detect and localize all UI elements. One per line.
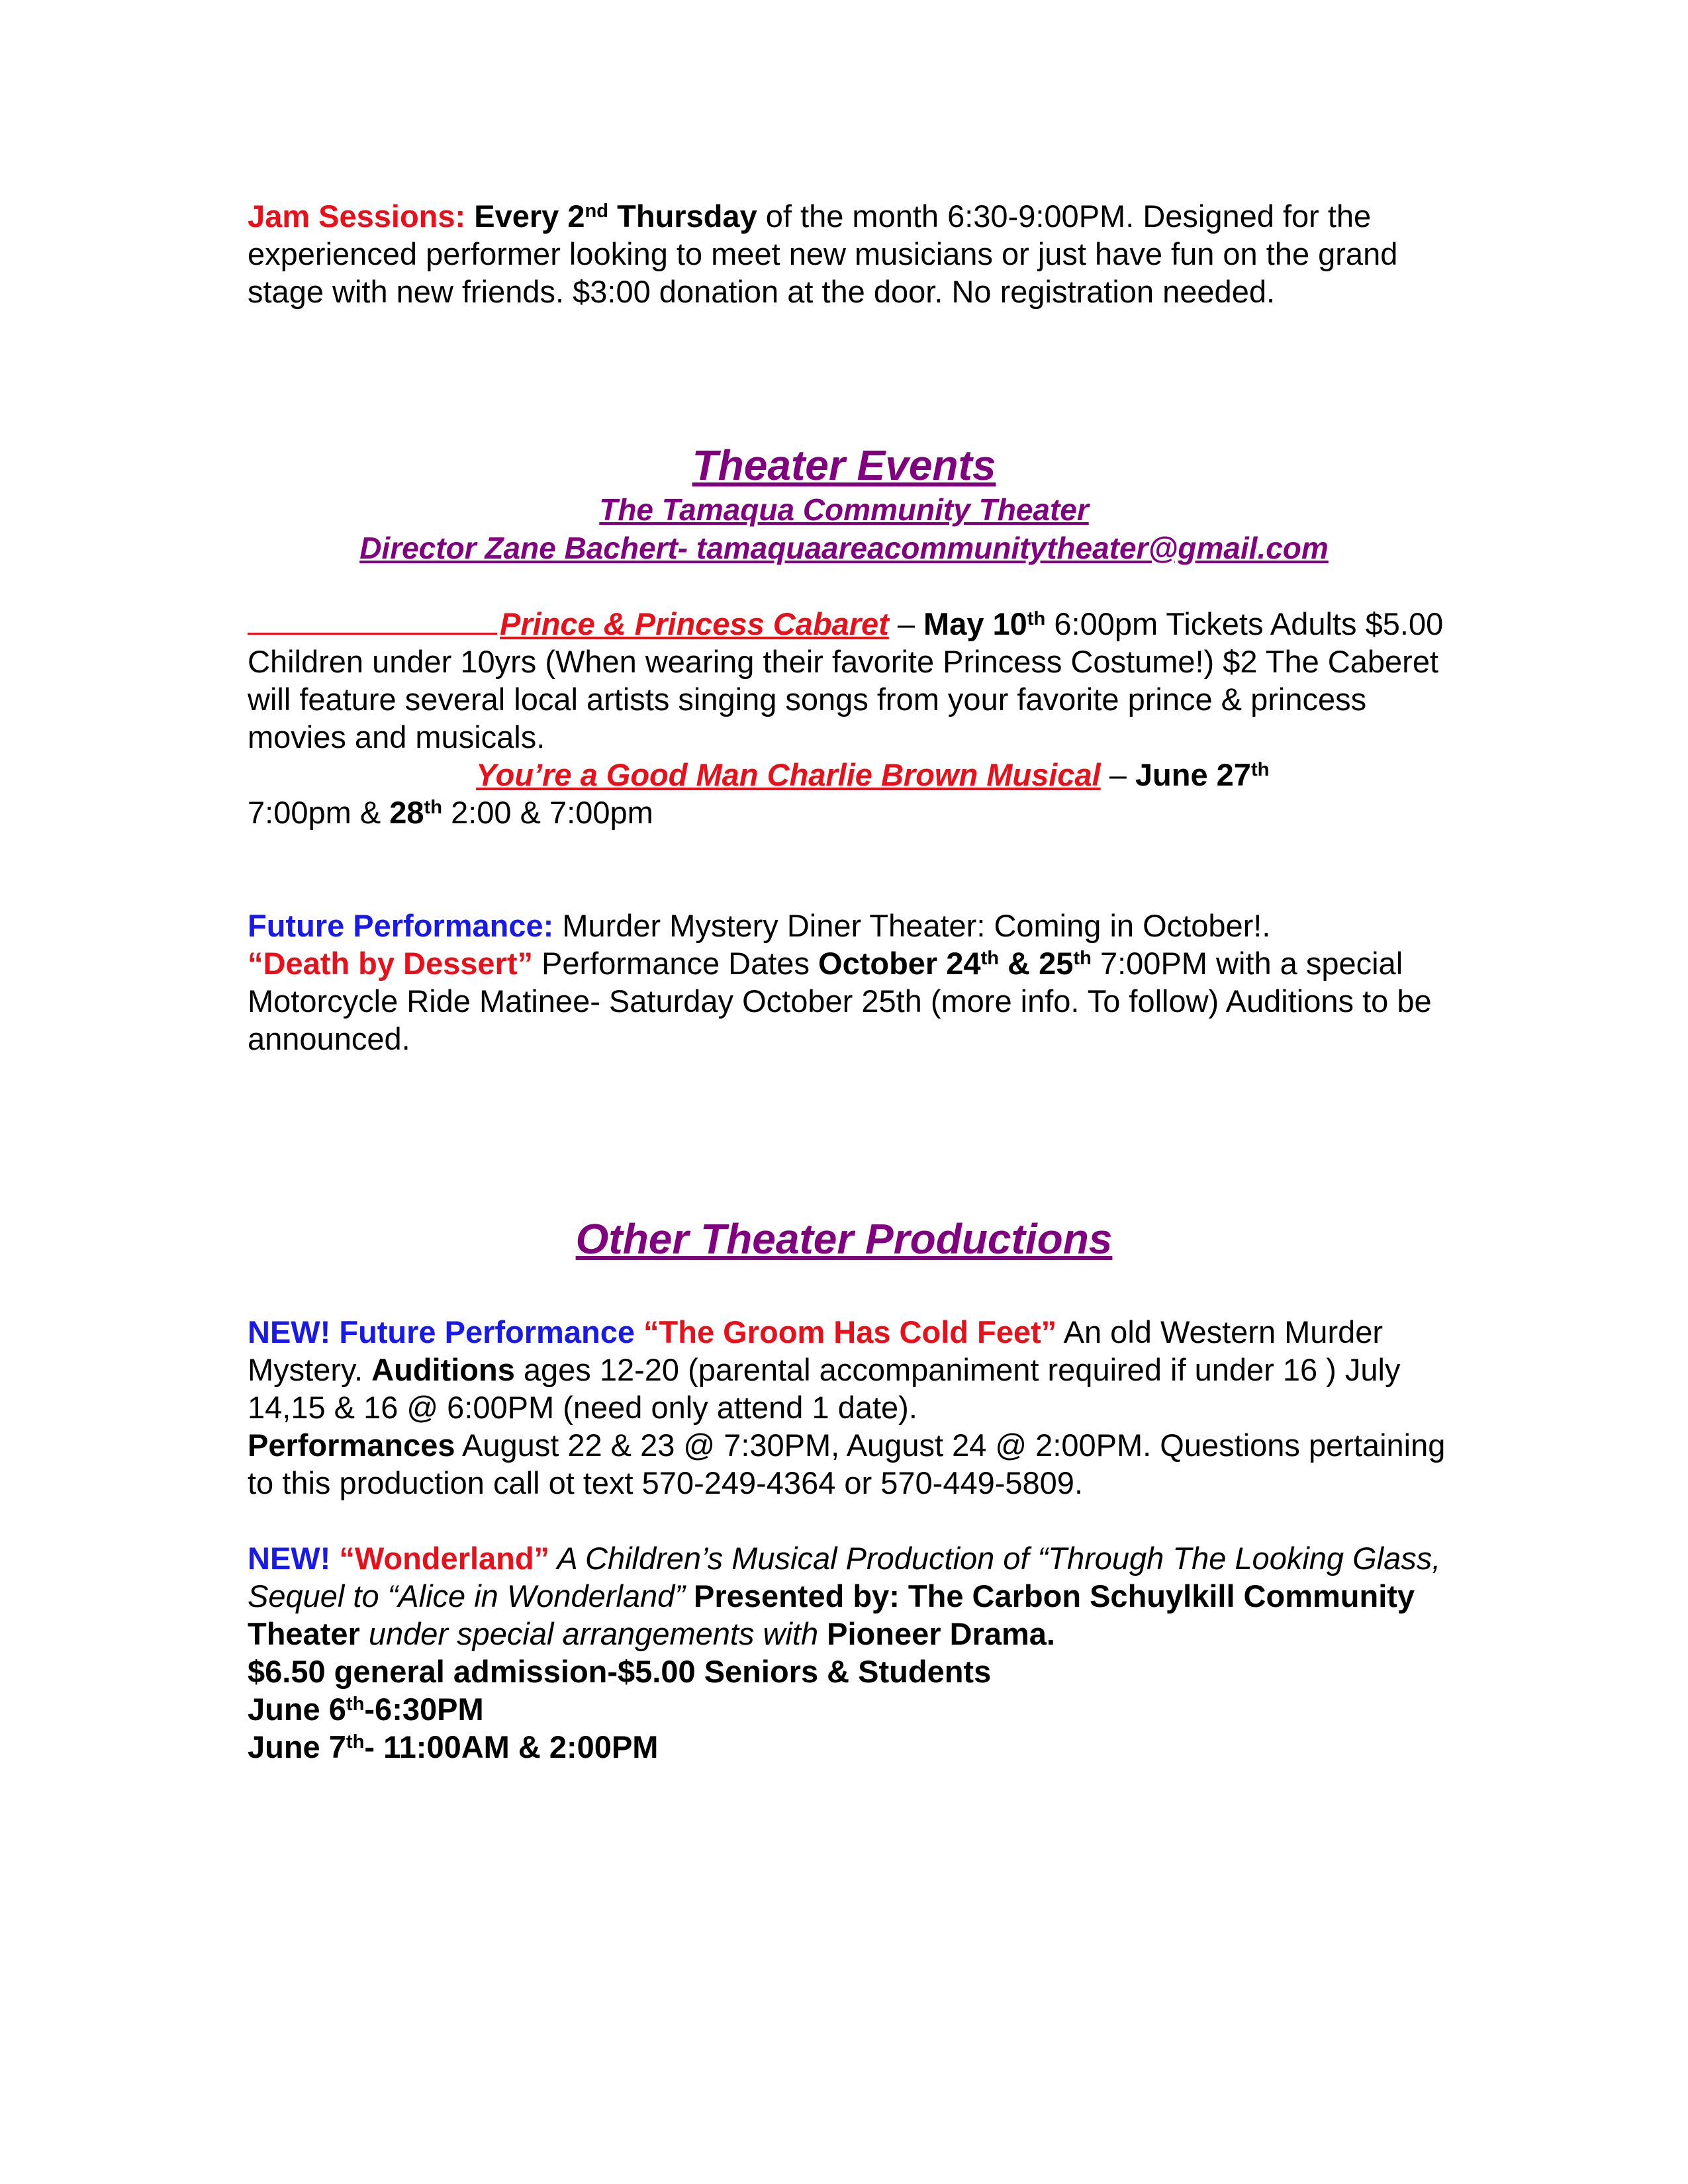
future-dates: October 24 bbox=[818, 946, 981, 981]
groom-text1: An old Western Murder Mystery. bbox=[248, 1314, 1383, 1387]
groom-text3: August 22 & 23 @ 7:30PM, August 24 @ 2:00PM. Questions pertaining to this production call ot text 570-249-4364 or 570-449-5809. bbox=[248, 1428, 1446, 1500]
charlie-dash: – bbox=[1100, 757, 1135, 792]
charlie-th: th bbox=[1250, 759, 1270, 781]
cabaret-title: Prince & Princess Cabaret bbox=[500, 606, 889, 641]
jam-every: Every 2 bbox=[474, 199, 585, 234]
groom-performances: Performances bbox=[248, 1428, 455, 1463]
jam-nd: nd bbox=[585, 201, 609, 222]
theater-events-heading: Theater Events bbox=[692, 441, 996, 489]
charlie-date: June 27 bbox=[1135, 757, 1251, 792]
wonderland-new-label: NEW! bbox=[248, 1541, 331, 1576]
wonderland-presented: Presented by: The Carbon Schuylkill Community Theater bbox=[248, 1578, 1415, 1651]
groom-new-label: NEW! Future Performance bbox=[248, 1314, 635, 1349]
jam-sessions-paragraph bbox=[248, 197, 1452, 310]
groom-text2: ages 12-20 (parental accompaniment required if under 16 ) July 14,15 & 16 @ 6:00PM (need only attend 1 date). bbox=[248, 1352, 1401, 1425]
wonderland-june7: June 7 bbox=[248, 1729, 346, 1764]
charlie-time1: 7:00pm & bbox=[248, 795, 390, 830]
wonderland-june6: June 6 bbox=[248, 1692, 346, 1727]
groom-paragraph bbox=[248, 1313, 1452, 1502]
wonderland-th6: th bbox=[346, 1694, 365, 1715]
other-productions-heading: Other Theater Productions bbox=[575, 1215, 1113, 1263]
wonderland-price: $6.50 general admission-$5.00 Seniors & Students bbox=[248, 1654, 992, 1689]
future-th2: th bbox=[1073, 948, 1092, 970]
cabaret-dash: – bbox=[888, 606, 924, 641]
future-text1: Murder Mystery Diner Theater: Coming in October!. bbox=[553, 908, 1271, 943]
tamaqua-subtitle: The Tamaqua Community Theater bbox=[599, 492, 1089, 527]
death-by-dessert-title: “Death by Dessert” bbox=[248, 946, 533, 981]
charlie-time2: 2:00 & 7:00pm bbox=[442, 795, 653, 830]
underline-gap bbox=[248, 632, 497, 635]
groom-title: “The Groom Has Cold Feet” bbox=[634, 1314, 1057, 1349]
future-text2: Performance Dates bbox=[533, 946, 819, 981]
groom-auditions: Auditions bbox=[371, 1352, 515, 1387]
future-th1: th bbox=[980, 948, 1000, 970]
future-performance-label: Future Performance: bbox=[248, 908, 554, 943]
charlie-brown-title: You’re a Good Man Charlie Brown Musical bbox=[476, 757, 1101, 792]
wonderland-description: A Children’s Musical Production of “Through The Looking Glass, Sequel to “Alice in Wonderland” bbox=[248, 1541, 1441, 1614]
director-line: Director Zane Bachert- tamaquaareacommunitytheater@gmail.com bbox=[359, 531, 1329, 565]
wonderland-th7: th bbox=[346, 1731, 365, 1753]
cabaret-th: th bbox=[1027, 608, 1046, 630]
charlie-th2: th bbox=[424, 797, 443, 819]
wonderland-june7-time: - 11:00AM & 2:00PM bbox=[364, 1729, 659, 1764]
charlie-date2: 28 bbox=[389, 795, 424, 830]
wonderland-arrangements: under special arrangements with bbox=[359, 1616, 819, 1651]
jam-thursday: Thursday bbox=[617, 199, 757, 234]
wonderland-title: “Wonderland” bbox=[330, 1541, 550, 1576]
wonderland-paragraph bbox=[248, 1539, 1452, 1766]
cabaret-details: 6:00pm Tickets Adults $5.00 Children under 10yrs (When wearing their favorite Princess Costume!) $2 The Caberet will feature several local artists singing songs from your favorite prince & princess movies and musicals. bbox=[248, 606, 1444, 754]
future-text3: 7:00PM with a special Motorcycle Ride Matinee- Saturday October 25th (more info. To follow) Auditions to be announced. bbox=[248, 946, 1432, 1056]
wonderland-june6-time: -6:30PM bbox=[364, 1692, 484, 1727]
future-amp: & 25 bbox=[999, 946, 1074, 981]
wonderland-pioneer: Pioneer Drama. bbox=[818, 1616, 1055, 1651]
jam-details: of the month 6:30-9:00PM. Designed for the experienced performer looking to meet new musicians or just have fun on the grand stage with new friends. $3:00 donation at the door. No registration needed. bbox=[248, 199, 1398, 309]
future-performance-paragraph bbox=[248, 907, 1452, 1058]
cabaret-paragraph bbox=[248, 605, 1452, 756]
charlie-brown-paragraph bbox=[248, 756, 1452, 831]
cabaret-date: May 10 bbox=[923, 606, 1027, 641]
jam-sessions-label: Jam Sessions: bbox=[248, 199, 466, 234]
